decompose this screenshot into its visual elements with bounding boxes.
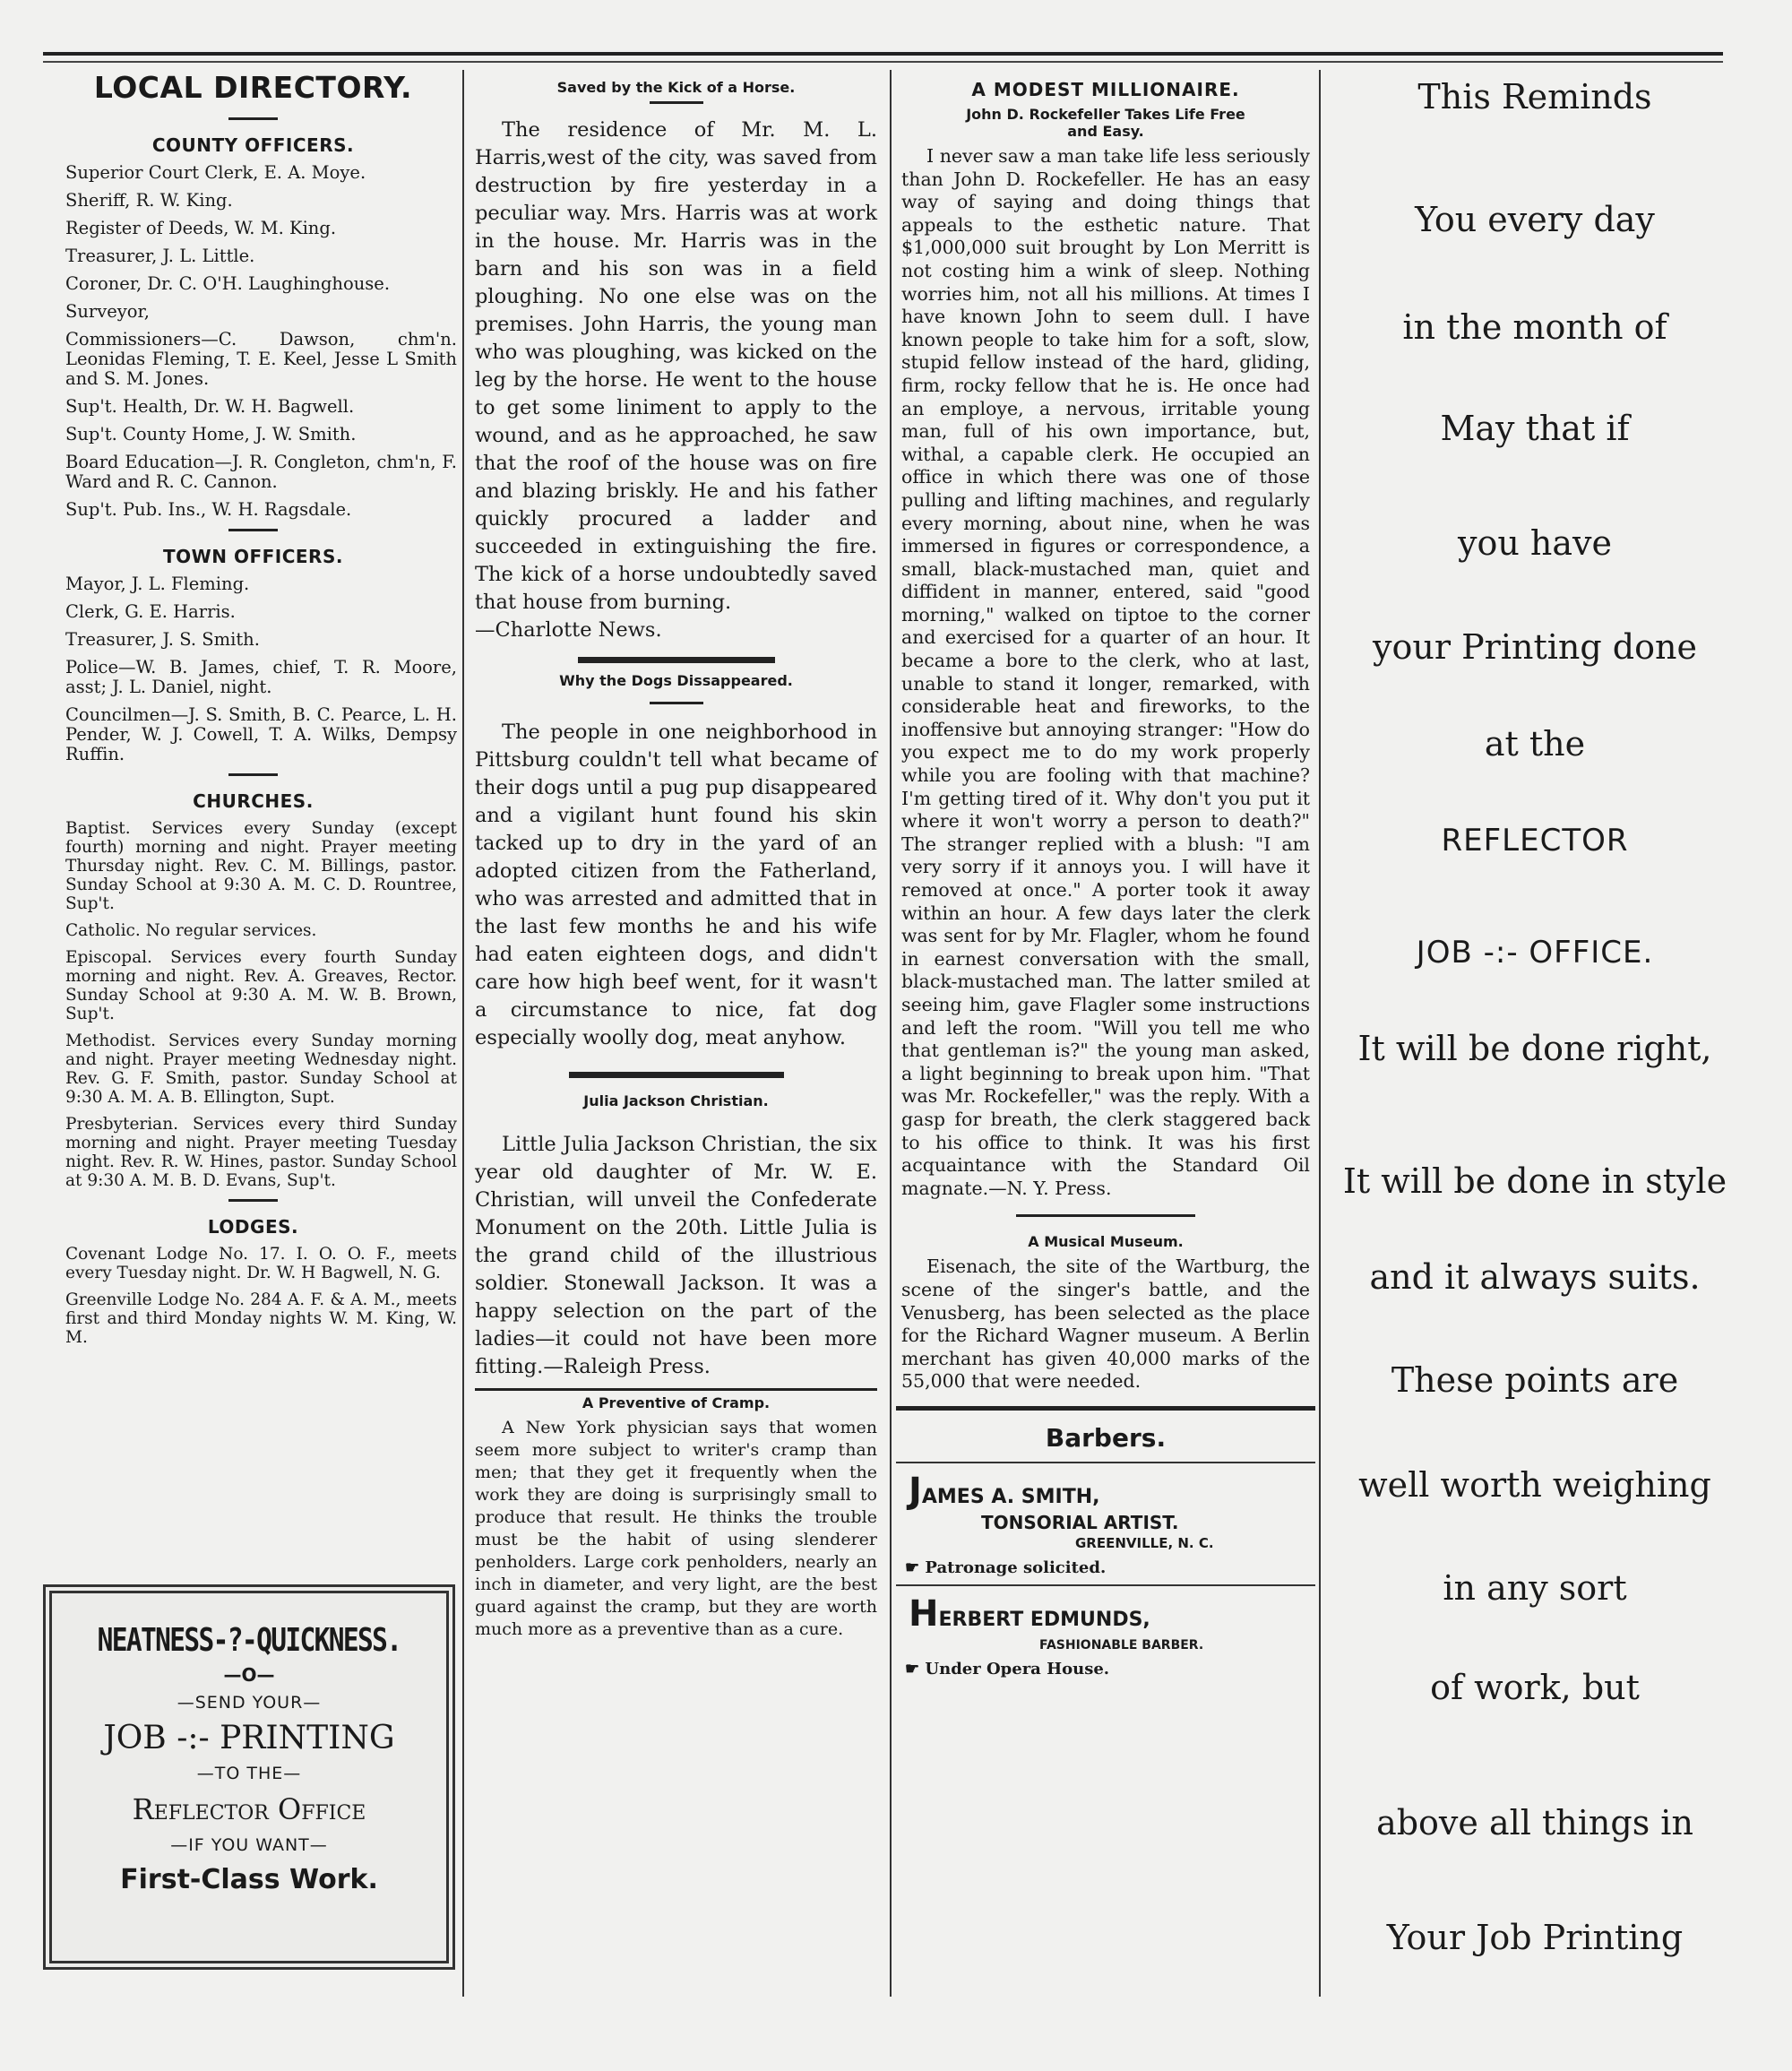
- millionaire-subtitle: John D. Rockefeller Takes Life Free and Easy.: [966, 106, 1245, 140]
- directory-entry: Treasurer, J. L. Little.: [65, 246, 255, 266]
- reminder-line: This Reminds: [1417, 77, 1652, 116]
- reminder-line: above all things in: [1376, 1803, 1693, 1842]
- top-rule-thin: [43, 61, 1723, 63]
- top-rule: [43, 52, 1723, 56]
- lodge-entry: Greenville Lodge No. 284 A. F. & A. M., meets first and third Monday nights W. M. King, W. M.: [65, 1290, 457, 1347]
- reminder-line: you have: [1458, 523, 1612, 563]
- ad-to-line: —TO THE—: [196, 1764, 302, 1783]
- reminder-line: well worth weighing: [1358, 1465, 1711, 1505]
- cramp-article-body: A New York physician says that women seem more subject to writer's cramp than men; that they get it frequently when the work they are doing is surprisingly small to produce that result. He thinks the trouble must be the habit of using slenderer penholders. Large cork penholders, nearly an inch in diameter, and very light, are the best guard against the cramp, but they are worth much more as a preventive than as a cure.: [475, 1418, 877, 1639]
- directory-entry: Superior Court Clerk, E. A. Moye.: [65, 162, 366, 183]
- dogs-article-title: Why the Dogs Dissappeared.: [559, 672, 793, 689]
- news-column-2: [468, 70, 884, 1988]
- horse-article-body: The residence of Mr. M. L. Harris,west of the city, was saved from destruction by fire yesterday in a peculiar way. Mrs. Harris was at work in the house. Mr. Harris was in the barn and his son was in a field ploughing. No one else was on the premises. John Harris, the young man who was ploughing, was kicked on the leg by the horse. He went to the house to get some liniment to apply to the wound, and as he approached, he saw that the roof of the house was on fire and blazing briskly. He and his father quickly procured a ladder and succeeded in extinguishing the fire. The kick of a horse undoubtedly saved that house from burning.: [475, 118, 877, 614]
- barber-smith-initial: J: [909, 1470, 922, 1512]
- directory-entry: Clerk, G. E. Harris.: [65, 601, 236, 622]
- divider: [1016, 1214, 1195, 1217]
- barber-edmunds-name: [909, 1593, 1315, 1635]
- directory-entry: Sheriff, R. W. King.: [65, 190, 233, 211]
- directory-entry: Sup't. County Home, J. W. Smith.: [65, 424, 357, 444]
- barber-smith-place: GREENVILLE, N. C.: [1075, 1534, 1214, 1551]
- divider: [578, 657, 775, 663]
- reminder-line: in any sort: [1443, 1568, 1627, 1608]
- churches-heading: CHURCHES.: [193, 790, 314, 812]
- local-directory-column: [49, 70, 457, 1638]
- directory-entry: Coroner, Dr. C. O'H. Laughinghouse.: [65, 273, 391, 294]
- reminder-line: and it always suits.: [1369, 1257, 1701, 1297]
- ad-headline: NEATNESS-?-QUICKNESS.: [97, 1622, 401, 1659]
- horse-article-source: —Charlotte News.: [475, 618, 662, 642]
- directory-entry: Police—W. B. James, chief, T. R. Moore, asst; J. L. Daniel, night.: [65, 657, 457, 697]
- town-officers-heading: TOWN OFFICERS.: [163, 546, 343, 567]
- directory-entry: Surveyor,: [65, 301, 150, 322]
- ad-first-class: First-Class Work.: [120, 1864, 378, 1895]
- divider: [650, 101, 703, 104]
- barber-smith-role: TONSORIAL ARTIST.: [981, 1511, 1179, 1533]
- divider: [475, 1388, 877, 1391]
- reminder-line: Your Job Printing: [1386, 1918, 1684, 1957]
- news-column-3: [896, 70, 1315, 1988]
- reminder-line: your Printing done: [1373, 627, 1697, 667]
- column-divider: [890, 70, 892, 1997]
- reminder-line: of work, but: [1430, 1668, 1640, 1707]
- barber-edmunds-rest: ERBERT EDMUNDS,: [938, 1608, 1150, 1631]
- directory-entry: Sup't. Pub. Ins., W. H. Ragsdale.: [65, 499, 352, 520]
- julia-article-title: Julia Jackson Christian.: [583, 1092, 769, 1109]
- reminder-line: You every day: [1415, 200, 1655, 239]
- lodge-entry: Covenant Lodge No. 17. I. O. O. F., meets every Tuesday night. Dr. W. H Bagwell, N. G.: [65, 1245, 457, 1282]
- horse-article-title: Saved by the Kick of a Horse.: [556, 79, 796, 96]
- barber-smith-name: [909, 1471, 1315, 1512]
- reminder-line: It will be done in style: [1342, 1161, 1727, 1201]
- column-divider: [462, 70, 464, 1997]
- millionaire-body: I never saw a man take life less seriously than John D. Rockefeller. He has an easy way of saying and doing things that appeals to the esthetic nature. That $1,000,000 suit brought by Lon Merritt is not costing him a wink of sleep. Nothing worries him, not all his millions. At times I have known John to seem dull. I have known people to take him for a soft, slow, stupid fellow instead of the hard, gliding, firm, rocky fellow that he is. He once had an employe, a nervous, irritable young man, full of his own importance, but, withal, a capable clerk. He occupied an office in which there was one of those pulling and lifting machines, and regularly every morning, about nine, when he was immersed in figures or correspondence, a small, black-mustached man, quiet and diffident in manner, entered, said "good morning," walked on tiptoe to the corner and exercised for a quarter of an hour. It became a bore to the clerk, who at last, unable to stand it longer, remarked, with considerable heat and fireworks, to the inoffensive but annoying stranger: "How do you expect me to do my work properly while you are fooling with that machine? I'm getting tired of it. Why don't you put it where it won't worry a person to death?" The stranger replied with a blush: "I am very sorry if it annoys you. I will have it removed at once." A porter took it away within an hour. A few days later the clerk was sent for by Mr. Flagler, whom he found in earnest conversation with the small, black-mustached man. The latter smiled at seeing him, gave Flagler some instructions and left the room. "Will you tell me who that gentleman is?" the young man asked, a light beginning to break upon him. "That was Mr. Rockefeller," was the reply. With a gasp for breath, the clerk staggered back to his office to think. It was his first acquaintance with the Standard Oil magnate.—N. Y. Press.: [901, 145, 1310, 1199]
- neatness-quickness-ad: [43, 1584, 455, 1970]
- divider: [228, 1199, 278, 1202]
- reminder-line: May that if: [1440, 409, 1630, 448]
- dogs-article-body: The people in one neighborhood in Pittsburg couldn't tell what became of their dogs until a pug pup disappeared and a vigilant hunt found his skin tacked up to dry in the yard of an adopted citizen from the Fatherland, who was arrested and admitted that in the last few months he and his wife had eaten eighteen dogs, and didn't care how high beef went, for it wasn't a circumstance to nice, fat dog especially woolly dog, meat anyhow.: [475, 721, 877, 1049]
- ad-ornament: —O—: [223, 1664, 275, 1686]
- cramp-article-title: A Preventive of Cramp.: [582, 1394, 771, 1411]
- directory-entry: Councilmen—J. S. Smith, B. C. Pearce, L. H. Pender, W. J. Cowell, T. A. Wilks, Dempsy Ruffin.: [65, 704, 457, 764]
- barber-edmunds-note: ☛ Under Opera House.: [905, 1659, 1110, 1678]
- barber-edmunds-role: FASHIONABLE BARBER.: [1039, 1637, 1204, 1652]
- directory-entry: Register of Deeds, W. M. King.: [65, 218, 337, 238]
- directory-entry: Sup't. Health, Dr. W. H. Bagwell.: [65, 396, 355, 417]
- barber-smith-note: ☛ Patronage solicited.: [905, 1558, 1107, 1577]
- divider: [569, 1072, 784, 1078]
- directory-entry: Board Education—J. R. Congleton, chm'n, F. Ward and R. C. Cannon.: [65, 452, 457, 492]
- barbers-heading: Barbers.: [1045, 1422, 1167, 1453]
- divider: [896, 1406, 1315, 1411]
- church-entry: Presbyterian. Services every third Sunday morning and night. Prayer meeting Tuesday night. Rev. R. W. Hines, pastor. Sunday School at 9:30 A. M. B. D. Evans, Sup't.: [65, 1115, 457, 1190]
- barber-smith-rest: AMES A. SMITH,: [921, 1485, 1100, 1508]
- ad-job-printing: JOB -:- PRINTING: [103, 1720, 395, 1756]
- lodges-heading: LODGES.: [207, 1216, 299, 1238]
- divider: [896, 1462, 1315, 1463]
- reflector-reminder-ad: [1324, 70, 1745, 2041]
- julia-article-body: Little Julia Jackson Christian, the six year old daughter of Mr. W. E. Christian, will unveil the Confederate Monument on the 20th. Little Julia is the grand child of the illustrious soldier. Stonewall Jackson. It was a happy selection on the part of the ladies—it could not have been more fitting.—Raleigh Press.: [475, 1133, 877, 1378]
- museum-title: A Musical Museum.: [1028, 1233, 1184, 1251]
- millionaire-title: A MODEST MILLIONAIRE.: [971, 79, 1240, 100]
- reminder-job-office: JOB -:- OFFICE.: [1416, 935, 1654, 971]
- church-entry: Methodist. Services every Sunday morning and night. Prayer meeting Wednesday night. Rev. G. F. Smith, pastor. Sunday School at 9:30 A. M. A. B. Ellington, Supt.: [65, 1031, 457, 1107]
- county-officers-heading: COUNTY OFFICERS.: [151, 134, 355, 156]
- directory-entry: Commissioners—C. Dawson, chm'n. Leonidas Fleming, T. E. Keel, Jesse L Smith and S. M. Jones.: [65, 329, 457, 389]
- reminder-reflector: REFLECTOR: [1441, 823, 1629, 859]
- church-entry: Catholic. No regular services.: [65, 921, 317, 940]
- barber-edmunds-initial: H: [909, 1592, 939, 1635]
- ad-send-line: —SEND YOUR—: [177, 1693, 322, 1713]
- church-entry: Baptist. Services every Sunday (except fourth) morning and night. Prayer meeting Thursday night. Rev. C. M. Billings, pastor. Sunday School at 9:30 A. M. C. D. Rountree, Sup't.: [65, 819, 457, 913]
- church-entry: Episcopal. Services every fourth Sunday morning and night. Rev. A. Greaves, Rector. Sunday School at 9:30 A. M. W. B. Brown, Sup't.: [65, 948, 457, 1023]
- directory-entry: Treasurer, J. S. Smith.: [65, 629, 260, 650]
- divider: [896, 1584, 1315, 1586]
- directory-entry: Mayor, J. L. Fleming.: [65, 574, 250, 594]
- museum-body: Eisenach, the site of the Wartburg, the scene of the singer's battle, and the Venusberg, has been selected as the place for the Richard Wagner museum. A Berlin merchant has given 40,000 marks of the 55,000 that were needed.: [901, 1256, 1310, 1393]
- reminder-line: in the month of: [1402, 307, 1667, 347]
- divider: [650, 702, 703, 704]
- divider: [228, 773, 278, 776]
- reminder-line: at the: [1484, 724, 1586, 764]
- divider: [228, 117, 278, 120]
- column-divider: [1319, 70, 1321, 1997]
- ad-if-line: —IF YOU WANT—: [170, 1835, 328, 1855]
- reminder-line: It will be done right,: [1357, 1029, 1712, 1068]
- divider: [228, 529, 278, 531]
- ad-reflector-office: Reflector Office: [132, 1792, 366, 1826]
- directory-title: LOCAL DIRECTORY.: [93, 70, 413, 105]
- reminder-line: These points are: [1391, 1360, 1679, 1400]
